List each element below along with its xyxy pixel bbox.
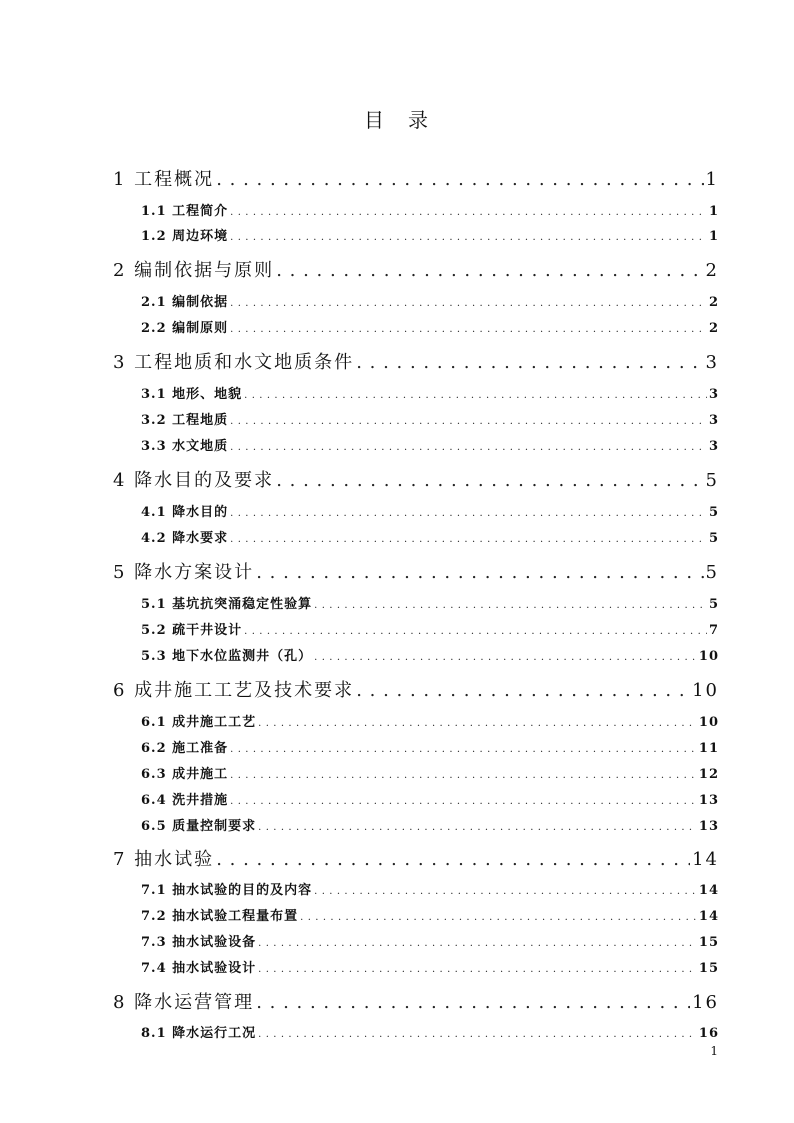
toc-section-entry[interactable] bbox=[141, 435, 719, 454]
toc-entry-page-number: 12 bbox=[698, 767, 719, 782]
toc-entry-page-number: 5 bbox=[708, 531, 719, 546]
toc-entry-label: 8.1 降水运行工况 bbox=[141, 1026, 257, 1041]
toc-section-entry[interactable] bbox=[141, 645, 719, 664]
toc-entry-page-number: 10 bbox=[692, 680, 719, 701]
toc-dot-leader bbox=[216, 169, 703, 190]
toc-dot-leader bbox=[356, 352, 703, 373]
toc-section-entry[interactable] bbox=[141, 291, 719, 310]
toc-dot-leader bbox=[244, 626, 707, 637]
toc-section-entry[interactable] bbox=[141, 200, 719, 219]
toc-entry-page-number: 16 bbox=[692, 992, 719, 1013]
toc-dot-leader bbox=[230, 534, 707, 545]
toc-chapter-entry[interactable] bbox=[113, 165, 719, 191]
toc-entry-label: 5 降水方案设计 bbox=[113, 562, 255, 583]
toc-entry-label: 6.4 洗井措施 bbox=[141, 793, 229, 808]
toc-entry-label: 6.3 成井施工 bbox=[141, 767, 229, 782]
toc-dot-leader bbox=[256, 992, 690, 1013]
toc-entry-page-number: 3 bbox=[708, 387, 719, 402]
toc-entry-label: 5.2 疏干井设计 bbox=[141, 623, 243, 638]
toc-entry-page-number: 2 bbox=[708, 321, 719, 336]
toc-entry-label: 7.2 抽水试验工程量布置 bbox=[141, 909, 299, 924]
toc-dot-leader bbox=[230, 744, 697, 755]
toc-chapter-entry[interactable] bbox=[113, 348, 719, 374]
toc-entry-label: 6.1 成井施工工艺 bbox=[141, 715, 257, 730]
toc-dot-leader bbox=[230, 508, 707, 519]
toc-entry-label: 7 抽水试验 bbox=[113, 849, 215, 870]
toc-entry-page-number: 3 bbox=[708, 413, 719, 428]
toc-section-entry[interactable] bbox=[141, 815, 719, 834]
toc-entry-page-number: 1 bbox=[708, 229, 719, 244]
toc-entry-label: 6.5 质量控制要求 bbox=[141, 819, 257, 834]
toc-dot-leader bbox=[314, 600, 707, 611]
toc-entry-label: 5.1 基坑抗突涌稳定性验算 bbox=[141, 597, 313, 612]
toc-entry-label: 2.2 编制原则 bbox=[141, 321, 229, 336]
toc-dot-leader bbox=[230, 324, 707, 335]
toc-entry-page-number: 14 bbox=[692, 849, 719, 870]
toc-dot-leader bbox=[230, 442, 707, 453]
toc-entry-page-number: 13 bbox=[698, 819, 719, 834]
toc-entry-page-number: 11 bbox=[698, 741, 719, 756]
toc-entry-page-number: 1 bbox=[705, 169, 719, 190]
toc-section-entry[interactable] bbox=[141, 957, 719, 976]
toc-chapter-entry[interactable] bbox=[113, 256, 719, 282]
toc-chapter-entry[interactable] bbox=[113, 466, 719, 492]
toc-entry-label: 1.1 工程简介 bbox=[141, 204, 229, 219]
toc-entry-page-number: 5 bbox=[708, 505, 719, 520]
toc-entry-page-number: 5 bbox=[705, 470, 719, 491]
toc-entry-label: 6.2 施工准备 bbox=[141, 741, 229, 756]
toc-entry-page-number: 2 bbox=[705, 260, 719, 281]
toc-entry-page-number: 10 bbox=[698, 649, 719, 664]
toc-section-entry[interactable] bbox=[141, 225, 719, 244]
toc-chapter-entry[interactable] bbox=[113, 845, 719, 871]
toc-dot-leader bbox=[230, 207, 707, 218]
toc-dot-leader bbox=[256, 562, 703, 583]
toc-entry-page-number: 16 bbox=[698, 1026, 719, 1041]
toc-section-entry[interactable] bbox=[141, 593, 719, 612]
toc-entry-label: 2 编制依据与原则 bbox=[113, 260, 275, 281]
toc-entry-label: 2.1 编制依据 bbox=[141, 295, 229, 310]
toc-dot-leader bbox=[356, 680, 690, 701]
toc-entry-page-number: 15 bbox=[698, 961, 719, 976]
toc-entry-page-number: 15 bbox=[698, 935, 719, 950]
toc-dot-leader bbox=[314, 886, 697, 897]
toc-dot-leader bbox=[230, 298, 707, 309]
toc-dot-leader bbox=[258, 822, 697, 833]
toc-entry-page-number: 5 bbox=[708, 597, 719, 612]
toc-section-entry[interactable] bbox=[141, 501, 719, 520]
toc-entry-label: 3.3 水文地质 bbox=[141, 439, 229, 454]
toc-section-entry[interactable] bbox=[141, 619, 719, 638]
toc-entry-label: 3.2 工程地质 bbox=[141, 413, 229, 428]
toc-entry-label: 8 降水运营管理 bbox=[113, 992, 255, 1013]
toc-section-entry[interactable] bbox=[141, 383, 719, 402]
toc-section-entry[interactable] bbox=[141, 737, 719, 756]
toc-entry-label: 7.4 抽水试验设计 bbox=[141, 961, 257, 976]
toc-entry-label: 3.1 地形、地貌 bbox=[141, 387, 243, 402]
toc-entry-label: 1.2 周边环境 bbox=[141, 229, 229, 244]
toc-entry-page-number: 14 bbox=[698, 909, 719, 924]
toc-dot-leader bbox=[276, 470, 703, 491]
toc-entry-page-number: 14 bbox=[698, 883, 719, 898]
toc-entry-label: 1 工程概况 bbox=[113, 169, 215, 190]
toc-section-entry[interactable] bbox=[141, 527, 719, 546]
toc-section-entry[interactable] bbox=[141, 879, 719, 898]
toc-dot-leader bbox=[314, 652, 697, 663]
toc-dot-leader bbox=[244, 390, 707, 401]
toc-entry-label: 4.2 降水要求 bbox=[141, 531, 229, 546]
toc-entry-label: 7.3 抽水试验设备 bbox=[141, 935, 257, 950]
toc-entry-page-number: 2 bbox=[708, 295, 719, 310]
toc-dot-leader bbox=[258, 964, 697, 975]
toc-dot-leader bbox=[216, 849, 690, 870]
toc-section-entry[interactable] bbox=[141, 905, 719, 924]
toc-entry-label: 6 成井施工工艺及技术要求 bbox=[113, 680, 355, 701]
toc-dot-leader bbox=[300, 912, 697, 923]
toc-dot-leader bbox=[230, 770, 697, 781]
toc-section-entry[interactable] bbox=[141, 931, 719, 950]
toc-entry-label: 3 工程地质和水文地质条件 bbox=[113, 352, 355, 373]
toc-chapter-entry[interactable] bbox=[113, 988, 719, 1014]
toc-entry-label: 7.1 抽水试验的目的及内容 bbox=[141, 883, 313, 898]
toc-section-entry[interactable] bbox=[141, 789, 719, 808]
toc-entry-page-number: 10 bbox=[698, 715, 719, 730]
toc-dot-leader bbox=[258, 938, 697, 949]
toc-entry-page-number: 5 bbox=[705, 562, 719, 583]
toc-entry-page-number: 3 bbox=[705, 352, 719, 373]
toc-dot-leader bbox=[230, 232, 707, 243]
toc-chapter-entry[interactable] bbox=[113, 676, 719, 702]
page-number: 1 bbox=[710, 1044, 718, 1058]
toc-entry-label: 5.3 地下水位监测井（孔） bbox=[141, 649, 313, 664]
toc-chapter-entry[interactable] bbox=[113, 558, 719, 584]
toc-dot-leader bbox=[230, 796, 697, 807]
toc-section-entry[interactable] bbox=[141, 317, 719, 336]
toc-entry-page-number: 1 bbox=[708, 204, 719, 219]
page-title: 目 录 bbox=[364, 108, 430, 132]
toc-dot-leader bbox=[276, 260, 703, 281]
toc-section-entry[interactable] bbox=[141, 763, 719, 782]
toc-entry-label: 4 降水目的及要求 bbox=[113, 470, 275, 491]
toc-entry-page-number: 3 bbox=[708, 439, 719, 454]
toc-dot-leader bbox=[258, 1029, 697, 1040]
toc-dot-leader bbox=[230, 416, 707, 427]
toc-entry-page-number: 13 bbox=[698, 793, 719, 808]
toc-entry-page-number: 7 bbox=[708, 623, 719, 638]
toc-section-entry[interactable] bbox=[141, 409, 719, 428]
toc-section-entry[interactable] bbox=[141, 1022, 719, 1041]
toc-dot-leader bbox=[258, 718, 697, 729]
toc-entry-label: 4.1 降水目的 bbox=[141, 505, 229, 520]
toc-section-entry[interactable] bbox=[141, 711, 719, 730]
